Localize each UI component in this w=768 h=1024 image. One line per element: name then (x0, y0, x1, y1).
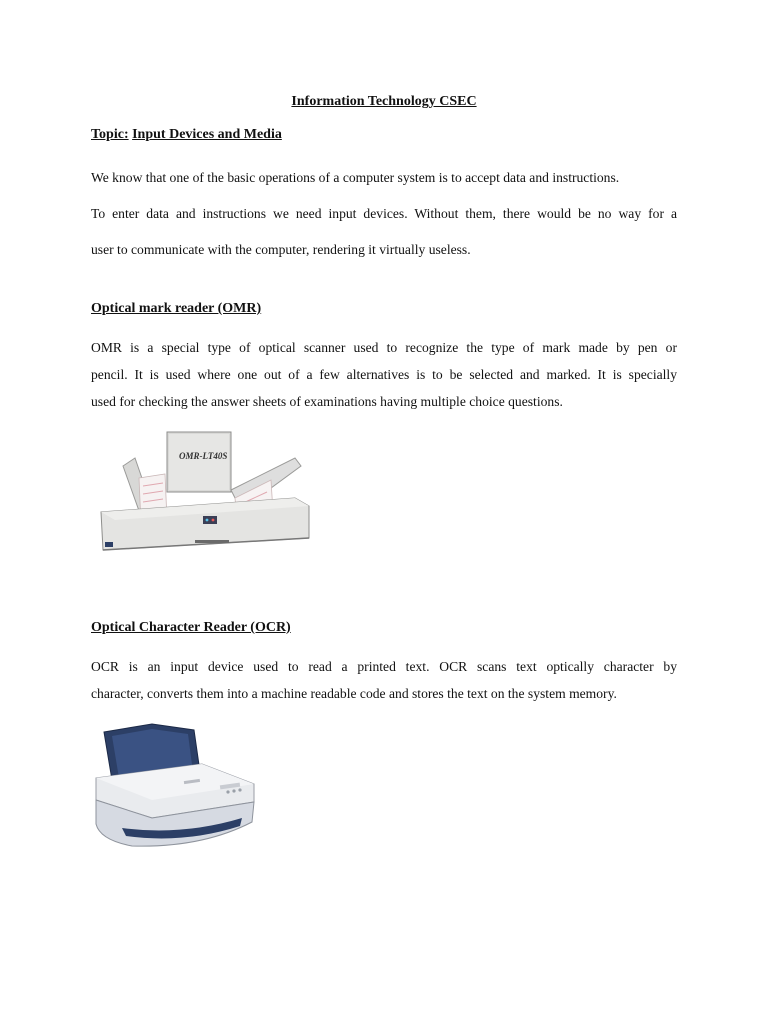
ocr-line-2: character, converts them into a machine readable code and stores the text on the system memory. (91, 686, 617, 701)
ocr-line-1: OCR is an input device used to read a printed text. OCR scans text optically character by (91, 659, 677, 674)
omr-paragraph (91, 334, 677, 415)
ocr-heading: Optical Character Reader (OCR) (91, 620, 291, 635)
topic-heading (91, 127, 282, 143)
omr-line-1: OMR is a special type of optical scanner used to recognize the type of mark made by pen or (91, 340, 677, 355)
ocr-printer-image (92, 722, 257, 852)
document-title: Information Technology CSEC (291, 94, 477, 109)
omr-scanner-image (95, 428, 315, 556)
intro-paragraph (91, 160, 677, 268)
omr-line-3: used for checking the answer sheets of examinations having multiple choice questions. (91, 394, 563, 409)
omr-device-label: OMR-LT40S (179, 451, 228, 461)
intro-line-3: user to communicate with the computer, rendering it virtually useless. (91, 242, 471, 257)
omr-line-2: pencil. It is used where one out of a few alternatives is to be selected and marked. It is specially (91, 367, 677, 382)
omr-heading: Optical mark reader (OMR) (91, 301, 262, 316)
topic-label: Topic: (91, 127, 129, 142)
ocr-paragraph (91, 653, 677, 707)
intro-line-2: To enter data and instructions we need input devices. Without them, there would be no way for a (91, 206, 677, 221)
topic-text: Input Devices and Media (132, 127, 282, 142)
intro-line-1: We know that one of the basic operations of a computer system is to accept data and instructions. (91, 170, 620, 185)
